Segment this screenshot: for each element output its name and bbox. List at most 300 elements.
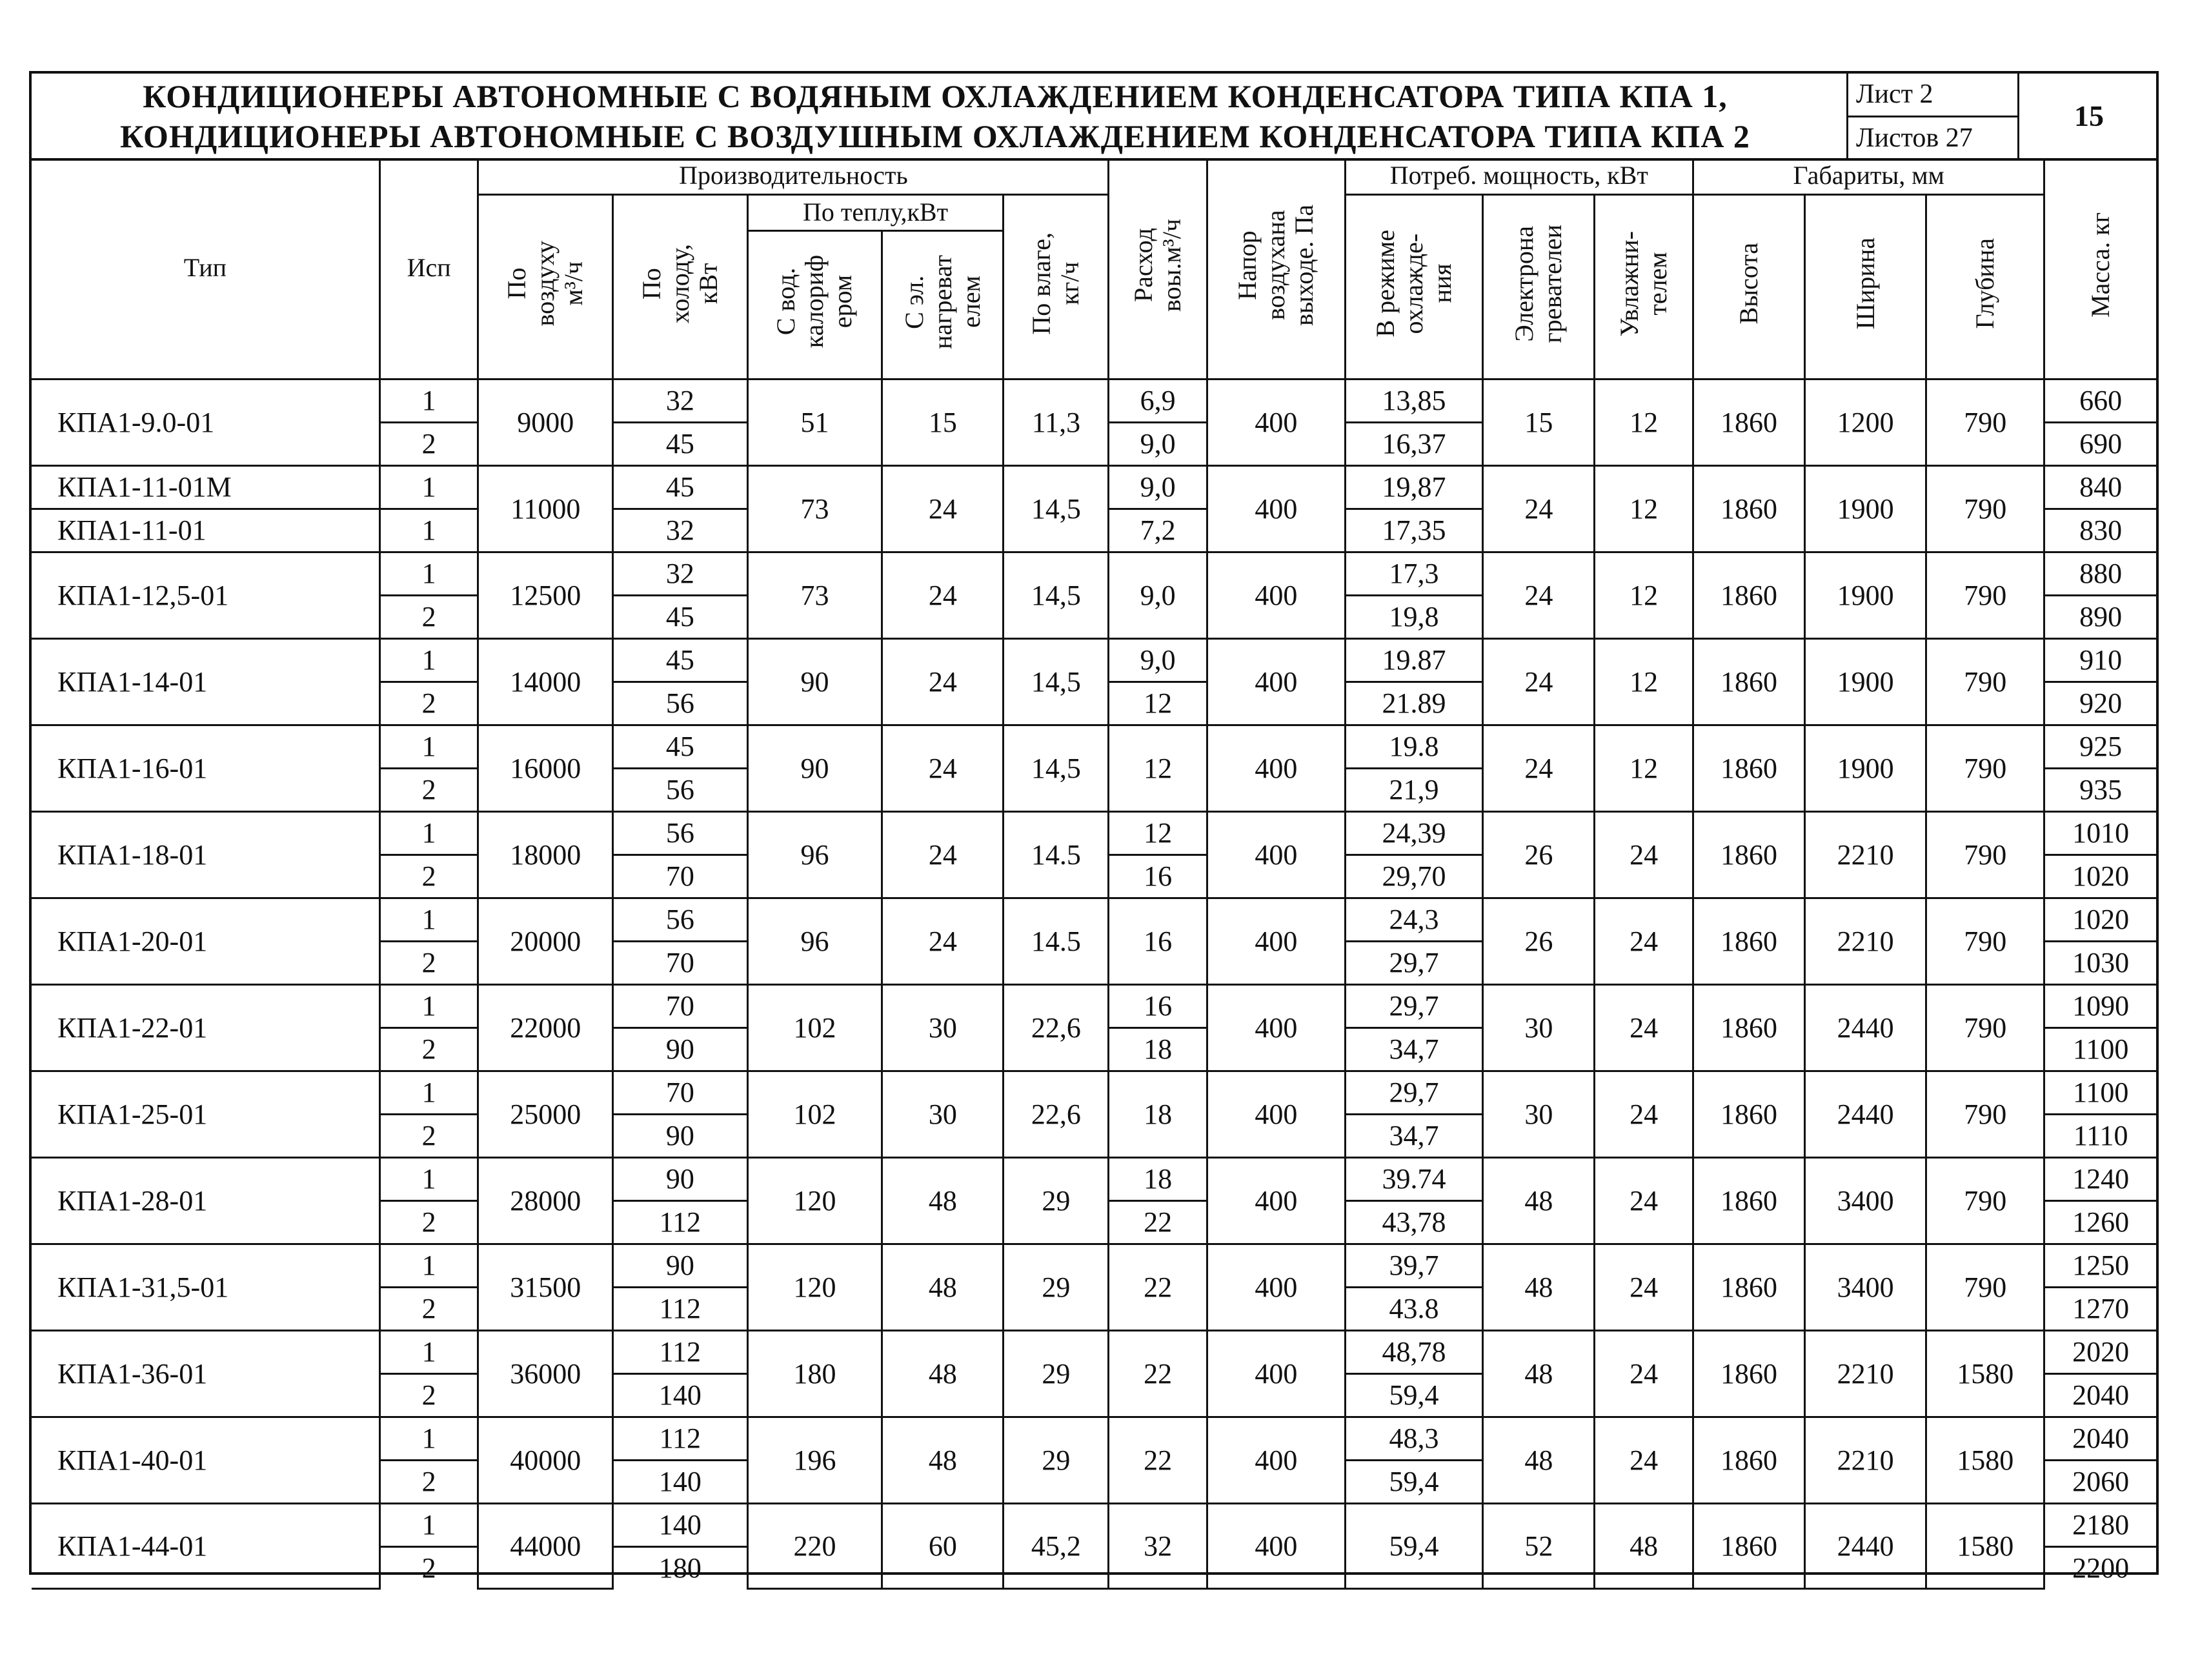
cell-cold: 70: [613, 984, 748, 1027]
cell-heat-water: 90: [747, 725, 882, 811]
cell-isp: 1: [379, 379, 478, 422]
cell-cold: 90: [613, 1244, 748, 1287]
cell-width: 1900: [1804, 638, 1926, 725]
cell-mass: 2020: [2044, 1330, 2156, 1373]
cell-cooling-power: 48,78: [1345, 1330, 1483, 1373]
cell-cold: 180: [613, 1546, 748, 1589]
cell-cooling-power: 19.8: [1345, 725, 1483, 768]
cell-el-heater-power: 48: [1483, 1244, 1595, 1330]
cell-water-flow: 9,0: [1109, 422, 1207, 465]
cell-height: 1860: [1693, 379, 1804, 465]
cell-el-heater-power: 24: [1483, 725, 1595, 811]
cell-cold: 112: [613, 1330, 748, 1373]
cell-type: КПА1-18-01: [32, 811, 379, 898]
cell-air: 16000: [478, 725, 613, 811]
cell-water-flow: 32: [1109, 1503, 1207, 1589]
cell-el-heater-power: 15: [1483, 379, 1595, 465]
cell-cooling-power: 29,7: [1345, 984, 1483, 1027]
cell-width: 2210: [1804, 898, 1926, 984]
cell-water-flow: 18: [1109, 1027, 1207, 1071]
cell-isp: 1: [379, 552, 478, 595]
cell-pressure: 400: [1207, 898, 1345, 984]
table-row: [32, 1244, 2156, 1287]
cell-height: 1860: [1693, 725, 1804, 811]
cell-cooling-power: 16,37: [1345, 422, 1483, 465]
cell-heat-electric: 24: [882, 725, 1004, 811]
cell-depth: 790: [1926, 725, 2044, 811]
cell-isp: 2: [379, 855, 478, 898]
cell-mass: 925: [2044, 725, 2156, 768]
cell-heat-water: 73: [747, 552, 882, 638]
cell-mass: 910: [2044, 638, 2156, 682]
cell-cooling-power: 39,7: [1345, 1244, 1483, 1287]
cell-pressure: 400: [1207, 465, 1345, 552]
cell-depth: 790: [1926, 984, 2044, 1071]
table-row: [32, 552, 2156, 595]
cell-type: КПА1-40-01: [32, 1417, 379, 1503]
cell-mass: 1100: [2044, 1071, 2156, 1114]
cell-isp: 1: [379, 1330, 478, 1373]
cell-cold: 140: [613, 1503, 748, 1546]
cell-isp: 1: [379, 465, 478, 509]
cell-humidifier-power: 12: [1595, 552, 1693, 638]
cell-pressure: 400: [1207, 1157, 1345, 1244]
header-depth: Глубина: [1926, 194, 2044, 379]
cell-moisture: 14,5: [1004, 552, 1109, 638]
cell-moisture: 29: [1004, 1330, 1109, 1417]
title-line-2: КОНДИЦИОНЕРЫ АВТОНОМНЫЕ С ВОЗДУШНЫМ ОХЛАЖДЕНИЕМ КОНДЕНСАТОРА ТИПА КПА 2: [120, 117, 1750, 154]
cell-heat-electric: 48: [882, 1244, 1004, 1330]
cell-cold: 45: [613, 465, 748, 509]
header-humidifier: Увлажни- телем: [1595, 194, 1693, 379]
cell-cooling-power: 24,3: [1345, 898, 1483, 941]
cell-heat-electric: 24: [882, 552, 1004, 638]
header-by-moisture: По влаге, кг/ч: [1004, 194, 1109, 379]
cell-type: КПА1-31,5-01: [32, 1244, 379, 1330]
cell-humidifier-power: 24: [1595, 898, 1693, 984]
header-performance: Производительность: [478, 158, 1109, 194]
cell-cold: 90: [613, 1027, 748, 1071]
cell-mass: 1270: [2044, 1287, 2156, 1330]
cell-air: 28000: [478, 1157, 613, 1244]
cell-cold: 112: [613, 1417, 748, 1460]
cell-type: КПА1-11-01: [32, 509, 379, 552]
cell-moisture: 45,2: [1004, 1503, 1109, 1589]
table-row: [32, 1157, 2156, 1200]
cell-cold: 45: [613, 422, 748, 465]
cell-type: КПА1-11-01М: [32, 465, 379, 509]
cell-pressure: 400: [1207, 811, 1345, 898]
cell-width: 2440: [1804, 984, 1926, 1071]
cell-cooling-power: 48,3: [1345, 1417, 1483, 1460]
cell-width: 2210: [1804, 1417, 1926, 1503]
cell-heat-electric: 24: [882, 811, 1004, 898]
cell-isp: 1: [379, 1157, 478, 1200]
header-cooling-mode: В режиме охлажде- ния: [1345, 194, 1483, 379]
cell-isp: 1: [379, 638, 478, 682]
cell-mass: 2200: [2044, 1546, 2156, 1589]
cell-cooling-power: 24,39: [1345, 811, 1483, 855]
cell-isp: 2: [379, 422, 478, 465]
table-row: [32, 898, 2156, 941]
cell-width: 3400: [1804, 1157, 1926, 1244]
cell-mass: 1030: [2044, 941, 2156, 984]
cell-isp: 2: [379, 768, 478, 811]
cell-pressure: 400: [1207, 984, 1345, 1071]
cell-el-heater-power: 48: [1483, 1330, 1595, 1417]
header-el-heaters: Электрона гревателеи: [1483, 194, 1595, 379]
cell-isp: 1: [379, 1071, 478, 1114]
cell-mass: 1010: [2044, 811, 2156, 855]
cell-isp: 1: [379, 509, 478, 552]
cell-mass: 2060: [2044, 1460, 2156, 1503]
cell-mass: 890: [2044, 595, 2156, 638]
cell-type: КПА1-14-01: [32, 638, 379, 725]
cell-width: 2440: [1804, 1071, 1926, 1157]
table-row: [32, 811, 2156, 855]
header-water-heater: С вод. калориф ером: [747, 230, 882, 379]
cell-humidifier-power: 24: [1595, 1071, 1693, 1157]
cell-height: 1860: [1693, 1330, 1804, 1417]
cell-height: 1860: [1693, 898, 1804, 984]
cell-humidifier-power: 12: [1595, 638, 1693, 725]
cell-heat-electric: 24: [882, 898, 1004, 984]
cell-water-flow: 12: [1109, 682, 1207, 725]
cell-height: 1860: [1693, 1417, 1804, 1503]
cell-width: 1900: [1804, 552, 1926, 638]
cell-cooling-power: 19,87: [1345, 465, 1483, 509]
cell-type: КПА1-36-01: [32, 1330, 379, 1417]
cell-heat-water: 73: [747, 465, 882, 552]
cell-isp: 2: [379, 1200, 478, 1244]
header-dims: Габариты, мм: [1693, 158, 2044, 194]
cell-depth: 790: [1926, 898, 2044, 984]
cell-cooling-power: 21.89: [1345, 682, 1483, 725]
cell-el-heater-power: 30: [1483, 1071, 1595, 1157]
cell-moisture: 14.5: [1004, 811, 1109, 898]
cell-humidifier-power: 12: [1595, 725, 1693, 811]
cell-cooling-power: 59,4: [1345, 1460, 1483, 1503]
cell-heat-electric: 48: [882, 1330, 1004, 1417]
cell-humidifier-power: 12: [1595, 379, 1693, 465]
cell-cold: 90: [613, 1114, 748, 1157]
cell-moisture: 22,6: [1004, 1071, 1109, 1157]
cell-width: 1200: [1804, 379, 1926, 465]
cell-heat-water: 102: [747, 1071, 882, 1157]
cell-heat-water: 180: [747, 1330, 882, 1417]
cell-cold: 56: [613, 768, 748, 811]
sheet-number: Лист 2: [1848, 74, 2017, 117]
cell-cold: 45: [613, 638, 748, 682]
cell-cooling-power: 19.87: [1345, 638, 1483, 682]
cell-width: 1900: [1804, 465, 1926, 552]
cell-water-flow: 6,9: [1109, 379, 1207, 422]
cell-heat-electric: 24: [882, 638, 1004, 725]
cell-height: 1860: [1693, 1244, 1804, 1330]
spec-sheet: [29, 71, 2159, 1584]
cell-depth: 790: [1926, 638, 2044, 725]
cell-pressure: 400: [1207, 1503, 1345, 1589]
cell-heat-water: 90: [747, 638, 882, 725]
cell-depth: 790: [1926, 1157, 2044, 1244]
cell-moisture: 14,5: [1004, 725, 1109, 811]
table-row: [32, 1417, 2156, 1460]
cell-moisture: 22,6: [1004, 984, 1109, 1071]
cell-height: 1860: [1693, 984, 1804, 1071]
cell-heat-water: 220: [747, 1503, 882, 1589]
cell-pressure: 400: [1207, 1417, 1345, 1503]
cell-water-flow: 12: [1109, 811, 1207, 855]
cell-air: 25000: [478, 1071, 613, 1157]
cell-isp: 1: [379, 725, 478, 768]
cell-air: 40000: [478, 1417, 613, 1503]
cell-isp: 2: [379, 1027, 478, 1071]
cell-isp: 2: [379, 595, 478, 638]
cell-height: 1860: [1693, 1503, 1804, 1589]
cell-height: 1860: [1693, 1071, 1804, 1157]
header-height: Высота: [1693, 194, 1804, 379]
cell-humidifier-power: 24: [1595, 1244, 1693, 1330]
cell-moisture: 14,5: [1004, 638, 1109, 725]
sheet-count: Листов 27: [1856, 123, 1973, 153]
cell-isp: 2: [379, 682, 478, 725]
cell-isp: 2: [379, 1373, 478, 1417]
cell-moisture: 11,3: [1004, 379, 1109, 465]
header-pressure: Напор воздухана выходе. Па: [1207, 158, 1345, 379]
table-row: [32, 1503, 2156, 1546]
cell-cold: 140: [613, 1373, 748, 1417]
title-block: [32, 74, 2156, 161]
cell-depth: 790: [1926, 1244, 2044, 1330]
cell-cooling-power: 29,7: [1345, 941, 1483, 984]
document-title: [32, 74, 1839, 158]
cell-type: КПА1-28-01: [32, 1157, 379, 1244]
cell-el-heater-power: 52: [1483, 1503, 1595, 1589]
cell-air: 18000: [478, 811, 613, 898]
cell-pressure: 400: [1207, 379, 1345, 465]
cell-air: 31500: [478, 1244, 613, 1330]
cell-mass: 1250: [2044, 1244, 2156, 1287]
cell-air: 36000: [478, 1330, 613, 1417]
cell-cold: 45: [613, 595, 748, 638]
cell-isp: 1: [379, 1417, 478, 1460]
cell-pressure: 400: [1207, 725, 1345, 811]
cell-isp: 2: [379, 1546, 478, 1589]
table-row: [32, 984, 2156, 1027]
cell-humidifier-power: 24: [1595, 1157, 1693, 1244]
cell-width: 2210: [1804, 1330, 1926, 1417]
cell-water-flow: 22: [1109, 1417, 1207, 1503]
cell-height: 1860: [1693, 1157, 1804, 1244]
cell-cold: 32: [613, 509, 748, 552]
header-by-heat: По теплу,кВт: [747, 194, 1004, 230]
cell-el-heater-power: 48: [1483, 1417, 1595, 1503]
cell-depth: 790: [1926, 811, 2044, 898]
cell-cold: 112: [613, 1200, 748, 1244]
cell-mass: 920: [2044, 682, 2156, 725]
cell-water-flow: 16: [1109, 898, 1207, 984]
cell-cold: 56: [613, 898, 748, 941]
cell-mass: 2180: [2044, 1503, 2156, 1546]
cell-mass: 840: [2044, 465, 2156, 509]
header-water-flow: Расход воы.м³/ч: [1109, 158, 1207, 379]
cell-width: 3400: [1804, 1244, 1926, 1330]
cell-water-flow: 7,2: [1109, 509, 1207, 552]
cell-depth: 790: [1926, 379, 2044, 465]
cell-cooling-power: 43.8: [1345, 1287, 1483, 1330]
cell-el-heater-power: 24: [1483, 465, 1595, 552]
cell-air: 22000: [478, 984, 613, 1071]
cell-depth: 1580: [1926, 1503, 2044, 1589]
cell-heat-electric: 24: [882, 465, 1004, 552]
cell-cold: 112: [613, 1287, 748, 1330]
header-isp: Исп: [379, 158, 478, 379]
cell-mass: 1100: [2044, 1027, 2156, 1071]
table-row: [32, 465, 2156, 509]
cell-el-heater-power: 30: [1483, 984, 1595, 1071]
table-row: [32, 379, 2156, 422]
cell-cooling-power: 17,35: [1345, 509, 1483, 552]
cell-water-flow: 18: [1109, 1071, 1207, 1157]
cell-mass: 880: [2044, 552, 2156, 595]
cell-moisture: 29: [1004, 1244, 1109, 1330]
cell-humidifier-power: 24: [1595, 1417, 1693, 1503]
cell-cold: 70: [613, 941, 748, 984]
cell-mass: 1020: [2044, 855, 2156, 898]
cell-cooling-power: 21,9: [1345, 768, 1483, 811]
cell-depth: 790: [1926, 552, 2044, 638]
header-type: Тип: [32, 158, 379, 379]
cell-heat-water: 120: [747, 1157, 882, 1244]
cell-mass: 935: [2044, 768, 2156, 811]
cell-mass: 1090: [2044, 984, 2156, 1027]
cell-heat-electric: 30: [882, 984, 1004, 1071]
cell-humidifier-power: 24: [1595, 984, 1693, 1071]
cell-water-flow: 9,0: [1109, 552, 1207, 638]
cell-moisture: 29: [1004, 1417, 1109, 1503]
cell-heat-water: 120: [747, 1244, 882, 1330]
cell-cold: 45: [613, 725, 748, 768]
cell-cold: 56: [613, 682, 748, 725]
cell-water-flow: 22: [1109, 1244, 1207, 1330]
cell-isp: 2: [379, 1114, 478, 1157]
cell-heat-water: 51: [747, 379, 882, 465]
cell-mass: 1240: [2044, 1157, 2156, 1200]
table-row: [32, 1071, 2156, 1114]
cell-isp: 2: [379, 941, 478, 984]
cell-cold: 70: [613, 855, 748, 898]
cell-width: 2440: [1804, 1503, 1926, 1589]
cell-cooling-power: 34,7: [1345, 1114, 1483, 1157]
cell-mass: 830: [2044, 509, 2156, 552]
cell-water-flow: 9,0: [1109, 638, 1207, 682]
cell-depth: 1580: [1926, 1417, 2044, 1503]
cell-cooling-power: 29,70: [1345, 855, 1483, 898]
header-by-air: По воздуху м³/ч: [478, 194, 613, 379]
cell-el-heater-power: 26: [1483, 898, 1595, 984]
cell-heat-water: 96: [747, 898, 882, 984]
cell-cooling-power: 59,4: [1345, 1503, 1483, 1589]
cell-type: КПА1-16-01: [32, 725, 379, 811]
cell-heat-water: 96: [747, 811, 882, 898]
cell-heat-electric: 48: [882, 1157, 1004, 1244]
cell-cold: 90: [613, 1157, 748, 1200]
cell-cooling-power: 17,3: [1345, 552, 1483, 595]
cell-air: 20000: [478, 898, 613, 984]
cell-height: 1860: [1693, 811, 1804, 898]
cell-isp: 1: [379, 898, 478, 941]
cell-height: 1860: [1693, 638, 1804, 725]
cell-mass: 2040: [2044, 1417, 2156, 1460]
page-number: 15: [2017, 74, 2159, 158]
header-power: Потреб. мощность, кВт: [1345, 158, 1693, 194]
table-row: [32, 1330, 2156, 1373]
cell-water-flow: 22: [1109, 1200, 1207, 1244]
cell-moisture: 14,5: [1004, 465, 1109, 552]
cell-water-flow: 16: [1109, 855, 1207, 898]
cell-width: 2210: [1804, 811, 1926, 898]
table-body: [32, 379, 2156, 1589]
cell-air: 9000: [478, 379, 613, 465]
cell-width: 1900: [1804, 725, 1926, 811]
cell-mass: 1020: [2044, 898, 2156, 941]
cell-heat-electric: 60: [882, 1503, 1004, 1589]
cell-type: КПА1-25-01: [32, 1071, 379, 1157]
cell-type: КПА1-12,5-01: [32, 552, 379, 638]
cell-cooling-power: 43,78: [1345, 1200, 1483, 1244]
cell-el-heater-power: 26: [1483, 811, 1595, 898]
cell-moisture: 14.5: [1004, 898, 1109, 984]
cell-type: КПА1-22-01: [32, 984, 379, 1071]
cell-air: 12500: [478, 552, 613, 638]
cell-humidifier-power: 24: [1595, 1330, 1693, 1417]
cell-mass: 690: [2044, 422, 2156, 465]
cell-air: 44000: [478, 1503, 613, 1589]
cell-cooling-power: 59,4: [1345, 1373, 1483, 1417]
cell-height: 1860: [1693, 465, 1804, 552]
cell-cold: 32: [613, 552, 748, 595]
header-el-heater: С эл. нагреват елем: [882, 230, 1004, 379]
cell-mass: 660: [2044, 379, 2156, 422]
cell-water-flow: 22: [1109, 1330, 1207, 1417]
cell-cold: 70: [613, 1071, 748, 1114]
cell-isp: 2: [379, 1287, 478, 1330]
cell-cooling-power: 19,8: [1345, 595, 1483, 638]
cell-mass: 1110: [2044, 1114, 2156, 1157]
cell-humidifier-power: 24: [1595, 811, 1693, 898]
cell-cooling-power: 39.74: [1345, 1157, 1483, 1200]
cell-isp: 2: [379, 1460, 478, 1503]
cell-pressure: 400: [1207, 1071, 1345, 1157]
cell-type: КПА1-20-01: [32, 898, 379, 984]
cell-type: КПА1-9.0-01: [32, 379, 379, 465]
header-by-cold: По холоду, кВт: [613, 194, 748, 379]
cell-humidifier-power: 48: [1595, 1503, 1693, 1589]
cell-heat-electric: 48: [882, 1417, 1004, 1503]
cell-height: 1860: [1693, 552, 1804, 638]
cell-pressure: 400: [1207, 552, 1345, 638]
cell-air: 14000: [478, 638, 613, 725]
cell-cold: 140: [613, 1460, 748, 1503]
cell-pressure: 400: [1207, 1244, 1345, 1330]
cell-heat-water: 102: [747, 984, 882, 1071]
cell-cooling-power: 34,7: [1345, 1027, 1483, 1071]
cell-el-heater-power: 24: [1483, 552, 1595, 638]
cell-cooling-power: 29,7: [1345, 1071, 1483, 1114]
cell-isp: 1: [379, 984, 478, 1027]
cell-isp: 1: [379, 1244, 478, 1287]
cell-water-flow: 18: [1109, 1157, 1207, 1200]
